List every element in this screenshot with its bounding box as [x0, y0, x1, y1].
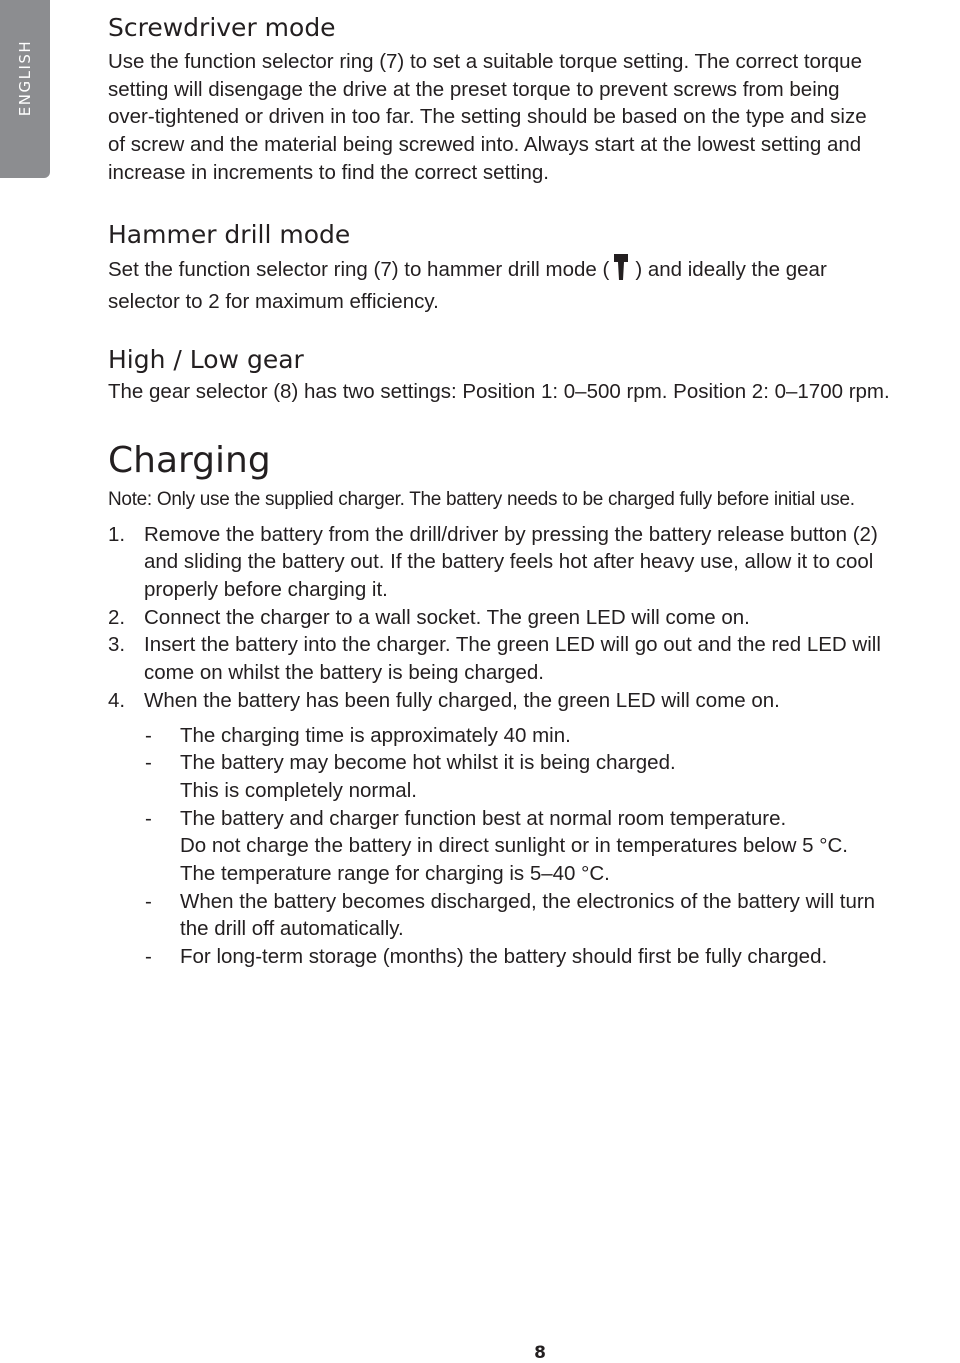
bullet-line: The charging time is approximately 40 min. — [180, 723, 571, 747]
hammer-text-before-icon: Set the function selector ring (7) to hammer drill mode ( — [108, 257, 610, 281]
hammer-text-after-icon: ) and ideally the gear — [635, 257, 827, 281]
charging-notes-list — [108, 722, 956, 971]
list-item — [108, 604, 956, 632]
list-item — [108, 888, 956, 943]
note-label: Note: — [108, 488, 152, 510]
list-item — [108, 687, 956, 715]
list-item — [108, 722, 956, 750]
bullet-dash: - — [145, 945, 152, 969]
gear-heading: High / Low gear — [108, 344, 304, 374]
bullet-line: For long-term storage (months) the battery should first be fully charged. — [180, 945, 828, 969]
step-number: 2. — [108, 605, 126, 629]
bullet-line: The battery may become hot whilst it is being charged. — [180, 751, 676, 775]
hammer-drill-icon — [613, 253, 629, 289]
screwdriver-mode-heading: Screwdriver mode — [108, 13, 336, 42]
page-number: 8 — [534, 1343, 546, 1363]
step-line: Remove the battery from the drill/driver by pressing the battery release button (2) — [144, 522, 878, 546]
screwdriver-line: of screw and the material being screwed into. Always start at the lowest setting and — [108, 133, 862, 157]
hammer-drill-heading: Hammer drill mode — [108, 219, 351, 249]
step-number: 4. — [108, 688, 126, 712]
screwdriver-line: setting will disengage the drive at the preset torque to prevent screws from being — [108, 77, 840, 101]
list-item — [108, 631, 956, 686]
charging-section — [108, 436, 956, 971]
hammer-drill-text — [108, 253, 956, 316]
language-label: ENGLISH — [16, 39, 34, 117]
step-line: properly before charging it. — [144, 578, 388, 602]
step-line: Insert the battery into the charger. The green LED will go out and the red LED will — [144, 633, 881, 657]
bullet-dash: - — [145, 723, 152, 747]
screwdriver-line: increase in increments to find the correct setting. — [108, 160, 549, 184]
language-tab — [0, 0, 50, 178]
bullet-line: Do not charge the battery in direct sunlight or in temperatures below 5 °C. — [180, 834, 848, 858]
list-item — [108, 521, 956, 604]
list-item — [108, 943, 956, 971]
bullet-line: The temperature range for charging is 5–40 °C. — [180, 862, 610, 886]
bullet-dash: - — [145, 751, 152, 775]
step-line: and sliding the battery out. If the battery feels hot after heavy use, allow it to cool — [144, 550, 874, 574]
note-text: Only use the supplied charger. The battery needs to be charged fully before initial use. — [151, 488, 855, 510]
bullet-line: The battery and charger function best at normal room temperature. — [180, 806, 787, 830]
bullet-line: the drill off automatically. — [180, 917, 404, 941]
page-content — [108, 10, 956, 971]
charging-heading: Charging — [108, 439, 271, 481]
screwdriver-mode-section — [108, 10, 956, 187]
list-item — [108, 805, 956, 888]
bullet-dash: - — [145, 806, 152, 830]
step-line: When the battery has been fully charged, the green LED will come on. — [144, 688, 780, 712]
screwdriver-line: over-tightened or driven in too far. The setting should be based on the type and size — [108, 105, 867, 129]
list-item — [108, 749, 956, 804]
charging-steps — [108, 521, 956, 715]
hammer-text-line2: selector to 2 for maximum efficiency. — [108, 290, 439, 314]
screwdriver-mode-text — [108, 48, 956, 187]
step-line: Connect the charger to a wall socket. The green LED will come on. — [144, 605, 750, 629]
step-number: 3. — [108, 633, 126, 657]
charging-note — [108, 486, 956, 513]
gear-text: The gear selector (8) has two settings: Position 1: 0–500 rpm. Position 2: 0–1700 rpm. — [108, 379, 890, 403]
screwdriver-line: Use the function selector ring (7) to set a suitable torque setting. The correct torque — [108, 50, 862, 73]
hammer-drill-section — [108, 217, 956, 316]
bullet-dash: - — [145, 889, 152, 913]
gear-section — [108, 342, 956, 406]
bullet-line: This is completely normal. — [180, 778, 417, 802]
bullet-line: When the battery becomes discharged, the electronics of the battery will turn — [180, 889, 876, 913]
step-number: 1. — [108, 522, 126, 546]
step-line: come on whilst the battery is being charged. — [144, 661, 544, 685]
